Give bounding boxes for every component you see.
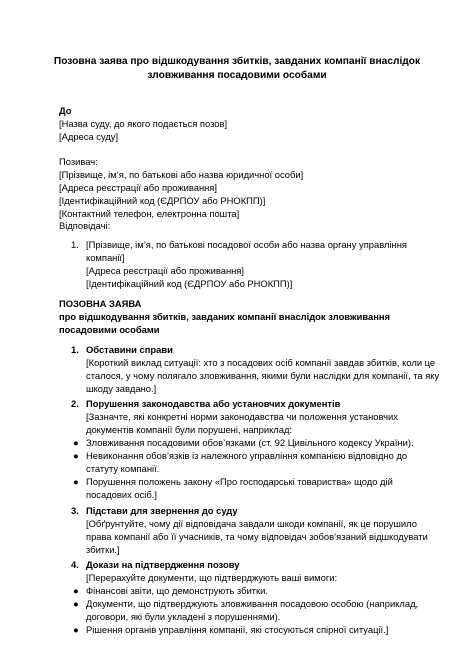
- plaintiff-label: Позивач:: [59, 156, 98, 167]
- section-2-text-line: [Зазначте, які конкретні норми законодавства чи положення установчих: [86, 411, 398, 422]
- bullet-dot: ●: [73, 598, 79, 609]
- section-4-bullet-3: Рішення органів управління компанії, які стосуються спірної ситуації.]: [86, 624, 389, 635]
- section-3-title: Підстави для звернення до суду: [86, 505, 238, 516]
- section-3-text-line: збитки.]: [86, 544, 120, 555]
- title-line-1: Позовна заява про відшкодування збитків, завданих компанії внаслідок: [53, 56, 421, 67]
- section-2-title: Порушення законодавства або установчих документів: [86, 398, 341, 409]
- section-1-number: 1.: [71, 344, 79, 355]
- defendant-name-line-1: [Прізвище, ім’я, по батькові посадової особи або назва органу управління: [86, 239, 407, 250]
- court-name: [Назва суду, до якого подається позов]: [59, 118, 228, 129]
- section-4-bullet-2-line-2: договори, які були укладені з порушеннями).: [86, 611, 281, 622]
- section-2-bullet-2-line-1: Невиконання обов’язків із належного управління компанією відповідно до: [86, 450, 408, 461]
- section-3-number: 3.: [71, 505, 79, 516]
- bullet-dot: ●: [73, 476, 79, 487]
- plaintiff-contacts: [Контактний телефон, електронна пошта]: [59, 208, 240, 219]
- bullet-dot: ●: [73, 437, 79, 448]
- court-address: [Адреса суду]: [59, 131, 119, 142]
- plaintiff-id-code: [Ідентифікаційний код (ЄДРПОУ або РНОКПП)]: [59, 195, 266, 206]
- section-1-text-line: [Короткий виклад ситуації: хто з посадових осіб компанії завдав збитків, коли це: [86, 357, 436, 368]
- section-2-bullet-1: Зловживання посадовими обов’язками (ст. 92 Цивільного кодексу України).: [86, 437, 414, 448]
- section-4-number: 4.: [71, 559, 79, 570]
- defendant-name-line-2: компанії]: [86, 252, 125, 263]
- to-label: До: [59, 105, 72, 116]
- section-3-text-line: [Обґрунтуйте, чому дії відповідача завдали шкоди компанії, як це порушило: [86, 518, 417, 529]
- section-2-number: 2.: [71, 398, 79, 409]
- defendant-address: [Адреса реєстрації або проживання]: [86, 265, 244, 276]
- section-2-text-line: документів компанії були порушені, наприклад:: [86, 424, 293, 435]
- claim-subheading-line-2: посадовими особами: [59, 324, 160, 335]
- section-2-bullet-3-line-1: Порушення положень закону «Про господарські товариства» щодо дій: [86, 476, 393, 487]
- section-4-text-line: [Перерахуйте документи, що підтверджують ваші вимоги:: [86, 572, 338, 583]
- section-4-bullet-2-line-1: Документи, що підтверджують зловживання посадовою особою (наприклад,: [86, 598, 419, 609]
- plaintiff-address: [Адреса реєстрації або проживання]: [59, 182, 217, 193]
- section-1-text-line: шкоду завдано.]: [86, 383, 157, 394]
- section-3-text-line: права компанії або її учасників, та чому відповідач зобов’язаний відшкодувати: [86, 531, 428, 542]
- section-2-bullet-2-line-2: статуту компанії.: [86, 463, 160, 474]
- bullet-dot: ●: [73, 450, 79, 461]
- defendant-id-code: [Ідентифікаційний код (ЄДРПОУ або РНОКПП)]: [86, 278, 293, 289]
- section-4-title: Докази на підтвердження позову: [86, 559, 240, 570]
- plaintiff-name: [Прізвище, ім’я, по батькові або назва юридичної особи]: [59, 169, 304, 180]
- section-1-text-line: сталося, у чому полягало зловживання, якими були наслідки для компанії, та яку: [86, 370, 440, 381]
- bullet-dot: ●: [73, 585, 79, 596]
- section-4-bullet-1: Фінансові звіти, що демонструють збитки.: [86, 585, 268, 596]
- document-title: [40, 55, 434, 83]
- section-2-bullet-3-line-2: посадових осіб.]: [86, 489, 157, 500]
- title-line-2: зловживання посадовими особами: [147, 70, 327, 81]
- claim-heading: ПОЗОВНА ЗАЯВА: [59, 298, 142, 309]
- bullet-dot: ●: [73, 624, 79, 635]
- section-1-title: Обставини справи: [86, 344, 173, 355]
- defendants-label: Відповідачі:: [59, 220, 111, 231]
- defendant-number: 1.: [71, 239, 79, 250]
- claim-subheading-line-1: про відшкодування збитків, завданих компанії внаслідок зловживання: [59, 311, 390, 322]
